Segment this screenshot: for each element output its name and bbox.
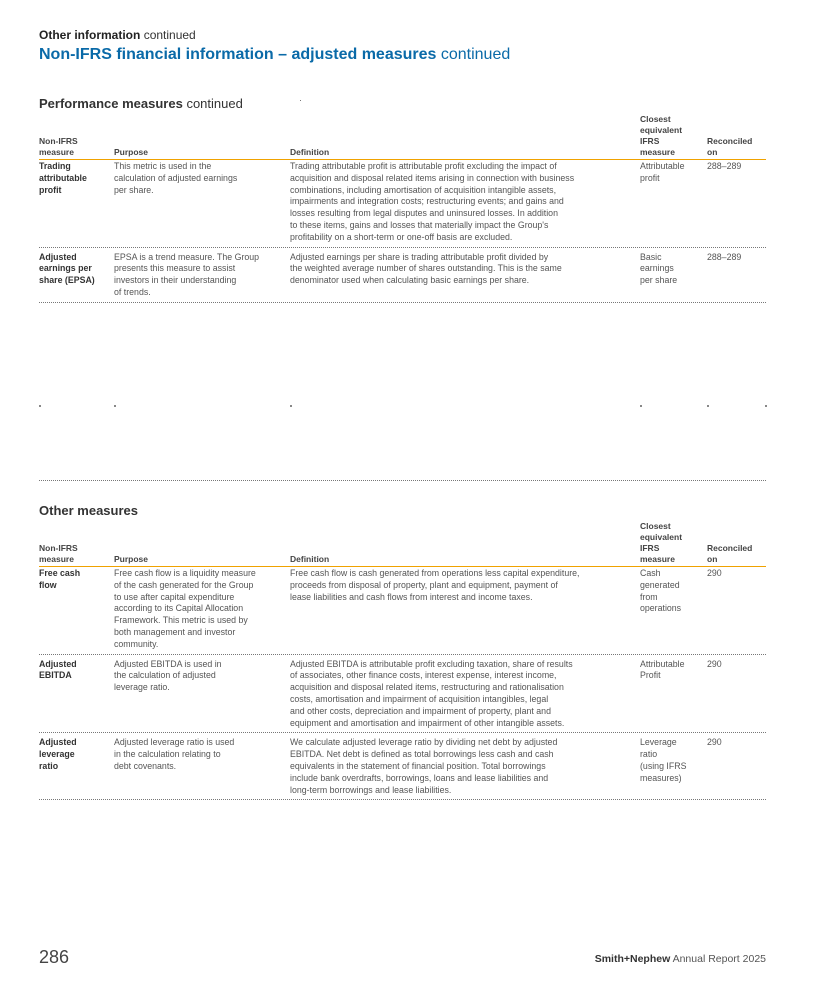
- column-header-line: measure: [640, 147, 675, 157]
- column-header-reconciled: [707, 543, 752, 565]
- measure-definition-line: Trading attributable profit is attributable profit excluding the impact of: [290, 161, 557, 171]
- measure-purpose-line: calculation of adjusted earnings: [114, 172, 238, 183]
- measure-definition-line: costs, amortisation and impairment of acquisition intangibles, legal: [290, 693, 549, 704]
- measure-purpose-line: the calculation of adjusted: [114, 670, 216, 681]
- column-dot: [765, 405, 767, 407]
- measure-name-line: Free cash: [39, 568, 81, 578]
- row-divider: [39, 654, 766, 655]
- measure-equivalent-line: Basic: [640, 251, 662, 262]
- measure-equivalent-line: from: [640, 591, 658, 602]
- measure-definition-line: combinations, including amortisation of acquisition intangible assets,: [290, 184, 557, 195]
- measure-definition-line: Adjusted EBITDA is attributable profit excluding taxation, share of results: [290, 658, 573, 669]
- column-header-measure: [39, 543, 78, 565]
- measure-purpose: [114, 737, 286, 772]
- measure-purpose-line: EPSA is a trend measure. The Group: [114, 251, 260, 262]
- measure-definition-line: impairments and integration costs; restructuring events; and gains and: [290, 196, 564, 207]
- performance-title-suffix: continued: [186, 96, 243, 111]
- column-dot: [39, 405, 41, 407]
- page-title-main: Non-IFRS financial information – adjusted measures: [39, 46, 437, 63]
- measure-equivalent: [640, 252, 702, 287]
- measure-purpose-line: according to its Capital Allocation: [114, 603, 244, 614]
- measure-purpose-line: debt covenants.: [114, 760, 177, 771]
- measure-definition-line: proceeds from disposal of property, plant and equipment, payment of: [290, 579, 558, 590]
- section-suffix: continued: [143, 28, 196, 42]
- measure-definition-line: acquisition and disposal related items arising in connection with business: [290, 172, 575, 183]
- measure-reconciled: [707, 161, 762, 173]
- measure-purpose-line: presents this measure to assist: [114, 263, 236, 274]
- measure-name-line: profit: [39, 184, 62, 195]
- column-header-line: Purpose: [114, 554, 149, 564]
- column-header-equivalent: [640, 521, 682, 565]
- measure-definition: [290, 252, 635, 287]
- measure-name-line: Trading: [39, 161, 71, 171]
- footer-report-name: Annual Report 2025: [672, 953, 766, 965]
- measure-equivalent-line: (using IFRS: [640, 760, 687, 771]
- performance-title-label: Performance measures: [39, 96, 183, 111]
- measure-definition-line: equipment and amortisation and impairment of other intangible assets.: [290, 717, 565, 728]
- page-title: [39, 46, 510, 64]
- row-divider: [39, 302, 766, 303]
- other-title-label: Other measures: [39, 503, 138, 518]
- measure-definition: [290, 659, 635, 730]
- footer-brand: [595, 953, 766, 965]
- column-header-purpose: [114, 147, 148, 158]
- measure-purpose-line: Adjusted leverage ratio is used: [114, 737, 235, 748]
- measure-definition-line: long-term borrowings and lease liabilities.: [290, 784, 452, 795]
- measure-name-line: Adjusted: [39, 737, 77, 748]
- measure-equivalent-line: Profit: [640, 670, 661, 681]
- measure-purpose-line: in the calculation relating to: [114, 749, 221, 760]
- measure-name-line: Adjusted: [39, 658, 77, 669]
- measure-name: [39, 252, 109, 287]
- column-dot: [290, 405, 292, 407]
- section-header: [39, 28, 196, 42]
- measure-definition: [290, 737, 635, 796]
- measure-reconciled: [707, 659, 762, 671]
- measure-purpose-line: Free cash flow is a liquidity measure: [114, 568, 256, 578]
- row-divider: [39, 799, 766, 800]
- column-header-line: Reconciled: [707, 136, 753, 146]
- measure-name-line: flow: [39, 579, 57, 590]
- other-measures-title: [39, 503, 138, 518]
- measure-reconciled: [707, 737, 762, 749]
- measure-name: [39, 737, 109, 772]
- measure-definition-line: Adjusted earnings per share is trading attributable profit divided by: [290, 251, 549, 262]
- measure-purpose-line: investors in their understanding: [114, 275, 237, 286]
- measure-definition-line: equivalents in the statement of financial position. Total borrowings: [290, 760, 546, 771]
- measure-equivalent-line: Attributable: [640, 161, 685, 171]
- measure-definition: [290, 161, 635, 244]
- column-header-line: Purpose: [114, 147, 149, 157]
- measure-definition-line: lease liabilities and cash flows from interest and income taxes.: [290, 591, 533, 602]
- column-header-line: measure: [39, 554, 74, 564]
- measure-reconciled-line: 290: [707, 737, 722, 748]
- column-header-equivalent: [640, 114, 682, 158]
- column-header-line: IFRS: [640, 136, 660, 146]
- measure-definition-line: denominator used when calculating basic earnings per share.: [290, 275, 530, 286]
- measure-purpose: [114, 252, 286, 299]
- measure-definition-line: We calculate adjusted leverage ratio by dividing net debt by adjusted: [290, 737, 558, 748]
- measure-purpose-line: Framework. This metric is used by: [114, 615, 248, 626]
- measure-purpose-line: Adjusted EBITDA is used in: [114, 658, 222, 669]
- column-dot: [640, 405, 642, 407]
- measure-purpose-line: both management and investor: [114, 626, 236, 637]
- column-header-definition: [290, 147, 329, 158]
- performance-measures-title: [39, 96, 243, 111]
- column-header-definition: [290, 554, 329, 565]
- measure-purpose-line: of trends.: [114, 286, 151, 297]
- measure-name-line: EBITDA: [39, 670, 72, 681]
- measure-purpose-line: per share.: [114, 184, 154, 195]
- measure-name-line: earnings per: [39, 263, 92, 274]
- measure-equivalent-line: Attributable: [640, 658, 685, 669]
- measure-definition-line: include bank overdrafts, borrowings, loans and lease liabilities and: [290, 772, 549, 783]
- measure-purpose-line: to use after capital expenditure: [114, 591, 235, 602]
- measure-name-line: ratio: [39, 760, 59, 771]
- column-header-purpose: [114, 554, 148, 565]
- measure-reconciled-line: 290: [707, 658, 722, 669]
- measure-equivalent-line: profit: [640, 172, 660, 183]
- column-header-line: Definition: [290, 147, 330, 157]
- column-header-reconciled: [707, 136, 752, 158]
- column-dot: [114, 405, 116, 407]
- measure-equivalent-line: generated: [640, 579, 680, 590]
- page-number: 286: [39, 947, 70, 967]
- measure-purpose: [114, 161, 286, 196]
- measure-definition-line: losses resulting from legal disputes and uninsured losses. In addition: [290, 208, 558, 219]
- column-header-measure: [39, 136, 78, 158]
- measure-definition-line: acquisition and disposal related items, restructuring and rationalisation: [290, 682, 564, 693]
- measure-reconciled: [707, 568, 762, 580]
- column-header-line: Non-IFRS: [39, 136, 78, 146]
- measure-purpose-line: leverage ratio.: [114, 682, 170, 693]
- column-header-line: on: [707, 147, 718, 157]
- column-header-line: Closest: [640, 521, 671, 531]
- header-rule: [39, 159, 766, 160]
- row-divider: [39, 732, 766, 733]
- measure-equivalent: [640, 568, 702, 615]
- footer-brand-name: Smith+Nephew: [594, 953, 671, 965]
- section-name: Other information: [39, 28, 141, 42]
- measure-name: [39, 659, 109, 683]
- column-header-line: measure: [39, 147, 74, 157]
- column-header-line: Definition: [290, 554, 330, 564]
- column-header-line: equivalent: [640, 532, 683, 542]
- measure-definition-line: and other costs, depreciation and impairment of property, plant and: [290, 705, 551, 716]
- measure-equivalent-line: Leverage: [640, 737, 677, 748]
- measure-definition-line: the weighted average number of shares outstanding. This is the same: [290, 263, 562, 274]
- measure-reconciled: [707, 252, 762, 264]
- measure-purpose: [114, 659, 286, 694]
- measure-name-line: share (EPSA): [39, 275, 95, 286]
- row-divider: [39, 247, 766, 248]
- measure-name-line: Adjusted: [39, 251, 77, 262]
- measure-definition-line: to these items, gains and losses that materially impact the Group's: [290, 219, 549, 230]
- measure-reconciled-line: 288–289: [707, 161, 742, 171]
- stray-dot: [300, 100, 301, 101]
- measure-reconciled-line: 288–289: [707, 251, 742, 262]
- measure-equivalent-line: per share: [640, 275, 678, 286]
- measure-name: [39, 161, 109, 196]
- column-header-line: on: [707, 554, 718, 564]
- measure-definition-line: EBITDA. Net debt is defined as total borrowings less cash and cash: [290, 749, 554, 760]
- measure-name-line: leverage: [39, 749, 75, 760]
- page-title-suffix: continued: [440, 46, 511, 63]
- measure-equivalent-line: earnings: [640, 263, 674, 274]
- measure-definition-line: of associates, other finance costs, interest expense, interest income,: [290, 670, 557, 681]
- column-header-line: equivalent: [640, 125, 683, 135]
- measure-definition-line: Free cash flow is cash generated from operations less capital expenditure,: [290, 568, 580, 578]
- header-rule: [39, 566, 766, 567]
- measure-equivalent: [640, 161, 702, 185]
- measure-equivalent-line: operations: [640, 603, 682, 614]
- column-dot: [707, 405, 709, 407]
- measure-reconciled-line: 290: [707, 568, 722, 578]
- measure-purpose: [114, 568, 286, 651]
- measure-equivalent-line: measures): [640, 772, 682, 783]
- measure-purpose-line: of the cash generated for the Group: [114, 579, 254, 590]
- section-divider: [39, 480, 766, 481]
- measure-definition-line: profitability on a short-term or one-off basis are excluded.: [290, 231, 513, 242]
- column-header-line: IFRS: [640, 543, 660, 553]
- measure-equivalent-line: ratio: [640, 749, 658, 760]
- column-header-line: Closest: [640, 114, 671, 124]
- measure-name: [39, 568, 109, 592]
- column-header-line: measure: [640, 554, 675, 564]
- measure-definition: [290, 568, 635, 603]
- measure-purpose-line: This metric is used in the: [114, 161, 212, 171]
- measure-name-line: attributable: [39, 172, 87, 183]
- column-header-line: Reconciled: [707, 543, 753, 553]
- measure-equivalent: [640, 659, 702, 683]
- measure-equivalent-line: Cash: [640, 568, 661, 578]
- column-header-line: Non-IFRS: [39, 543, 78, 553]
- measure-purpose-line: community.: [114, 638, 159, 649]
- measure-equivalent: [640, 737, 702, 784]
- dotted-separator: [39, 405, 766, 407]
